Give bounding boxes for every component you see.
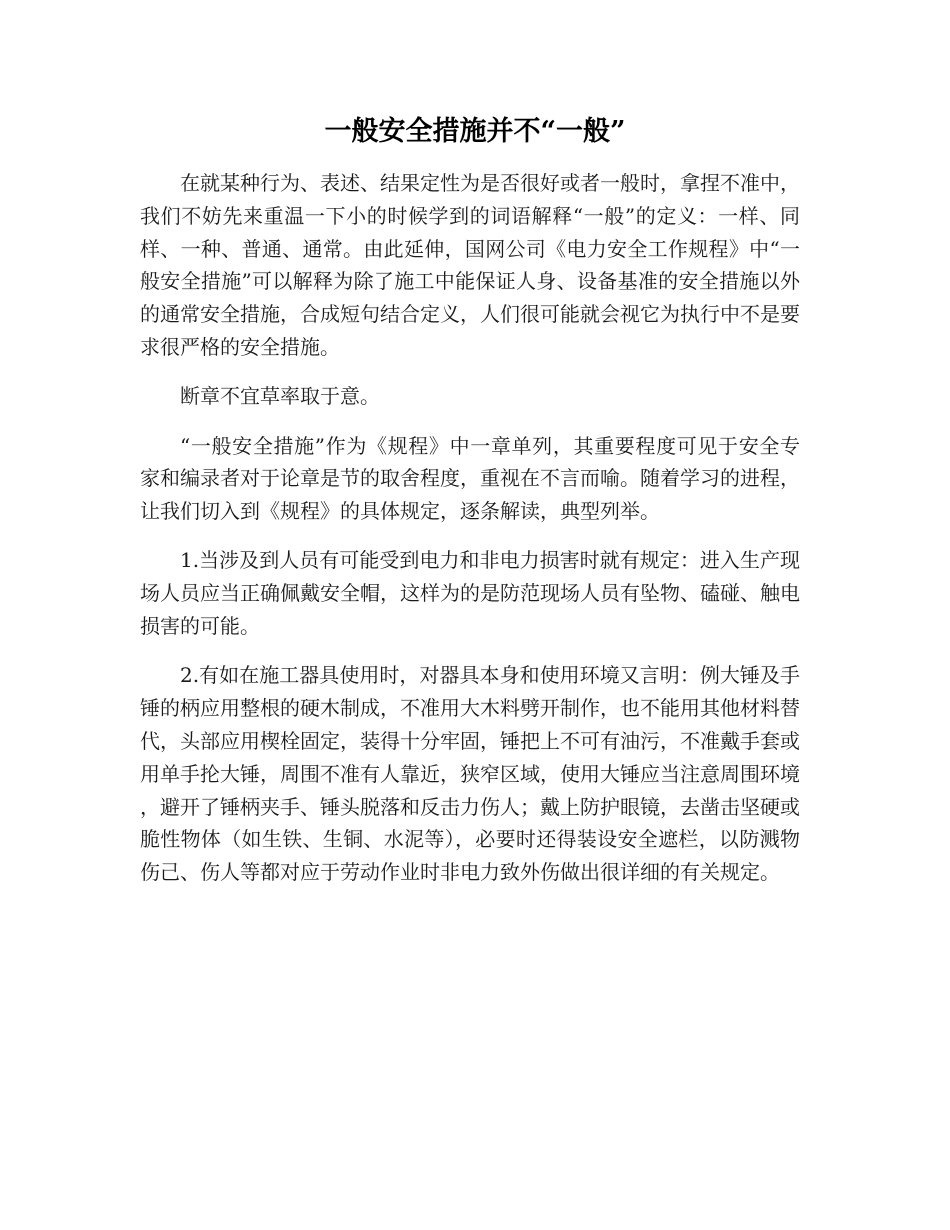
document-body	[140, 167, 800, 905]
paragraph-caution: 断章不宜草率取于意。	[180, 384, 380, 409]
paragraph-importance: “一般安全措施”作为《规程》中一章单列，其重要程度可见于安全专家和编录者对于论章是节的取舍程度，重视在不言而喻。随着学习的进程，让我们切入到《规程》的具体规定，逐条解读，典型列举。	[140, 433, 800, 524]
paragraph-rule-2: 2.有如在施工器具使用时，对器具本身和使用环境又言明：例大锤及手锤的柄应用整根的硬木制成，不准用大木料劈开制作，也不能用其他材料替代，头部应用楔栓固定，装得十分牢固，锤把上不可有油污，不准戴手套或用单手抡大锤，周围不准有人靠近，狭窄区域，使用大锤应当注意周围环境，避开了锤柄夹手、锤头脱落和反击力伤人；戴上防护眼镜，去凿击坚硬或脆性物体（如生铁、生铜、水泥等），必要时还得装设安全遮栏，以防溅物伤己、伤人等都对应于劳动作业时非电力致外伤做出很详细的有关规定。	[140, 663, 800, 885]
paragraph-intro: 在就某种行为、表述、结果定性为是否很好或者一般时，拿捏不准中，我们不妨先来重温一下小的时候学到的词语解释“一般”的定义：一样、同样、一种、普通、通常。由此延伸，国网公司《电力安全工作规程》中“一般安全措施”可以解释为除了施工中能保证人身、设备基准的安全措施以外的通常安全措施，合成短句结合定义，人们很可能就会视它为执行中不是要求很严格的安全措施。	[140, 171, 800, 359]
paragraph-rule-1: 1.当涉及到人员有可能受到电力和非电力损害时就有规定：进入生产现场人员应当正确佩戴安全帽，这样为的是防范现场人员有坠物、磕碰、触电损害的可能。	[140, 548, 800, 639]
document-title: 一般安全措施并不“一般”	[324, 116, 626, 147]
